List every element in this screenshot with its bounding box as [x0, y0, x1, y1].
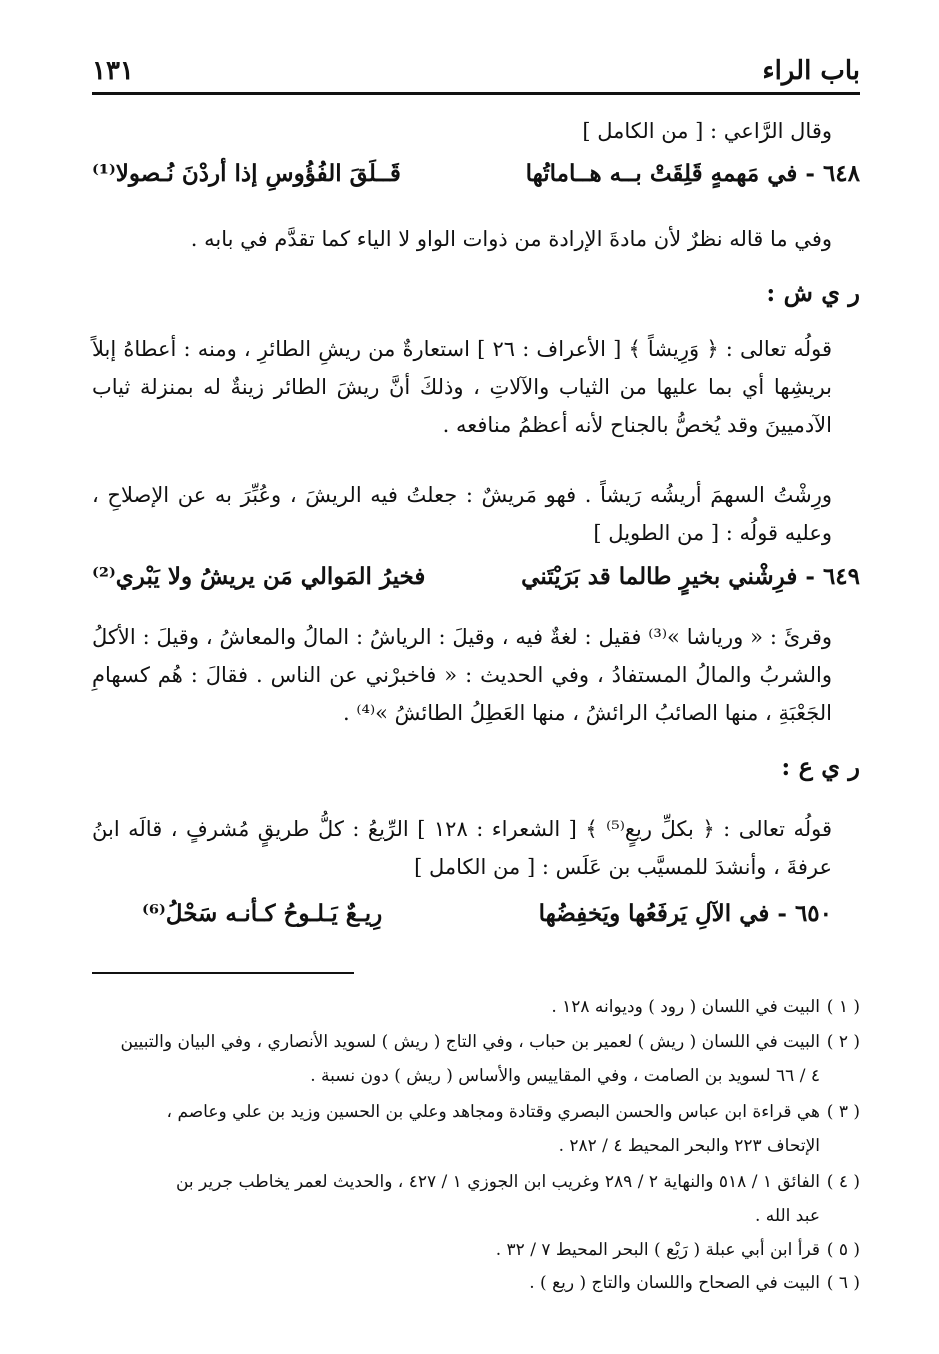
verse-649 — [92, 563, 860, 603]
page-number: ١٣١ — [92, 56, 134, 86]
header-rule — [92, 92, 860, 95]
paragraph: قولُه تعالى : ﴿ وَرِيشاً ﴾ [ الأعراف : ٢٦ ] استعارةٌ من ريشِ الطائرِ ، ومنه : أعطاهُ إبلاً بريشِها أي بما عليها من الثياب والآلاتِ ، وذلكَ أنَّ ريشَ الطائر زينةٌ له بمنزلة ثياب الآدميينَ وقد يُخصُّ بالجناح لأنه أعظمُ منافعه . — [92, 337, 832, 437]
footnote: ( ٥ )قرأ ابن أبي عبلة ( رَيْع ) البحر المحيط ٧ / ٣٢ . — [495, 1240, 860, 1260]
root-heading: ر ي ش : — [766, 278, 860, 307]
paragraph: ورِشْتُ السهمَ أريشُه رَيشاً . فهو مَريشٌ : جعلتُ فيه الريشَ ، وعُبِّرَ به عن الإصلاحِ ، وعليه قولُه : [ من الطويل ] — [92, 483, 832, 545]
verse-first-hemistich: ٦٥٠ - في الآلِ يَرفَعُها ويَخفِضُها — [538, 900, 832, 927]
book-page — [92, 40, 860, 1340]
verse-648 — [92, 160, 860, 200]
paragraph: قولُه تعالى : ﴿ بكلِّ ريعٍ⁽⁵⁾ ﴾ [ الشعراء : ١٢٨ ] الرِّيعُ : كلُّ طريقٍ مُشرفٍ ، قالَه ابنُ عرفةَ ، وأنشدَ للمسيَّب بن عَلَس : [ من الكامل ] — [92, 817, 832, 879]
verse-first-hemistich: ٦٤٨ - في مَهمهٍ قَلِقَتْ بــه هــاماتُها — [525, 160, 860, 187]
paragraph: وقال الرَّاعي : [ من الكامل ] — [582, 119, 832, 143]
chapter-title: باب الراء — [762, 56, 860, 86]
footnote: ( ٤ )الفائق ١ / ٥١٨ والنهاية ٢ / ٢٨٩ وغريب ابن الجوزي ١ / ٤٢٧ ، والحديث لعمر يخاطب جرير بن عبد الله . — [175, 1172, 860, 1226]
root-heading: ر ي ع : — [781, 752, 860, 781]
footnote: ( ١ )البيت في اللسان ( رود ) وديوانه ١٢٨ . — [551, 997, 860, 1017]
verse-first-hemistich: ٦٤٩ - فرِشْني بخيرٍ طالما قد بَرَيْتَني — [521, 563, 860, 590]
footnote-rule — [92, 972, 354, 974]
verse-second-hemistich: رِيـعٌ يَـلـوحُ كـأنـه سَحْلُ⁽⁶⁾ — [142, 900, 383, 927]
verse-second-hemistich: فخيرُ المَوالي مَن يريشُ ولا يَبْري⁽²⁾ — [92, 563, 426, 590]
paragraph: وفي ما قاله نظرٌ لأن مادةَ الإرادة من ذوات الواو لا الياء كما تقدَّم في بابه . — [190, 227, 832, 251]
page-header — [92, 56, 860, 90]
footnote: ( ٣ )هي قراءة ابن عباس والحسن البصري وقتادة ومجاهد وعلي بن الحسين وزيد بن علي وعاصم ، الإتحاف ٢٢٣ والبحر المحيط ٤ / ٢٨٢ . — [166, 1102, 860, 1156]
footnote: ( ٦ )البيت في الصحاح واللسان والتاج ( ريع ) . — [529, 1273, 860, 1293]
footnote: ( ٢ )البيت في اللسان ( ريش ) لعمير بن حباب ، وفي التاج ( ريش ) لسويد الأنصاري ، وفي البيان والتبيين ٤ / ٦٦ لسويد بن الصامت ، وفي المقاييس والأساس ( ريش ) دون نسبة . — [120, 1032, 860, 1086]
paragraph: وقرئَ : « ورياشا »⁽³⁾ فقيل : لغةٌ فيه ، وقيلَ : الرياشُ : المالُ والمعاشُ ، وقيلَ : الأكلُ والشربُ والمالُ المستفادُ ، وفي الحديث : « فاخبرْني عن الناس . فقالَ : هُم كسهامِ الجَعْبَةِ ، منها الصائبُ الرائشُ ، منها العَطِلُ الطائشُ »⁽⁴⁾ . — [92, 625, 832, 725]
verse-second-hemistich: قَــلَقَ الفُؤُوسِ إذا أردْنَ نُـصولا⁽¹⁾ — [92, 160, 401, 187]
verse-650 — [92, 900, 860, 940]
